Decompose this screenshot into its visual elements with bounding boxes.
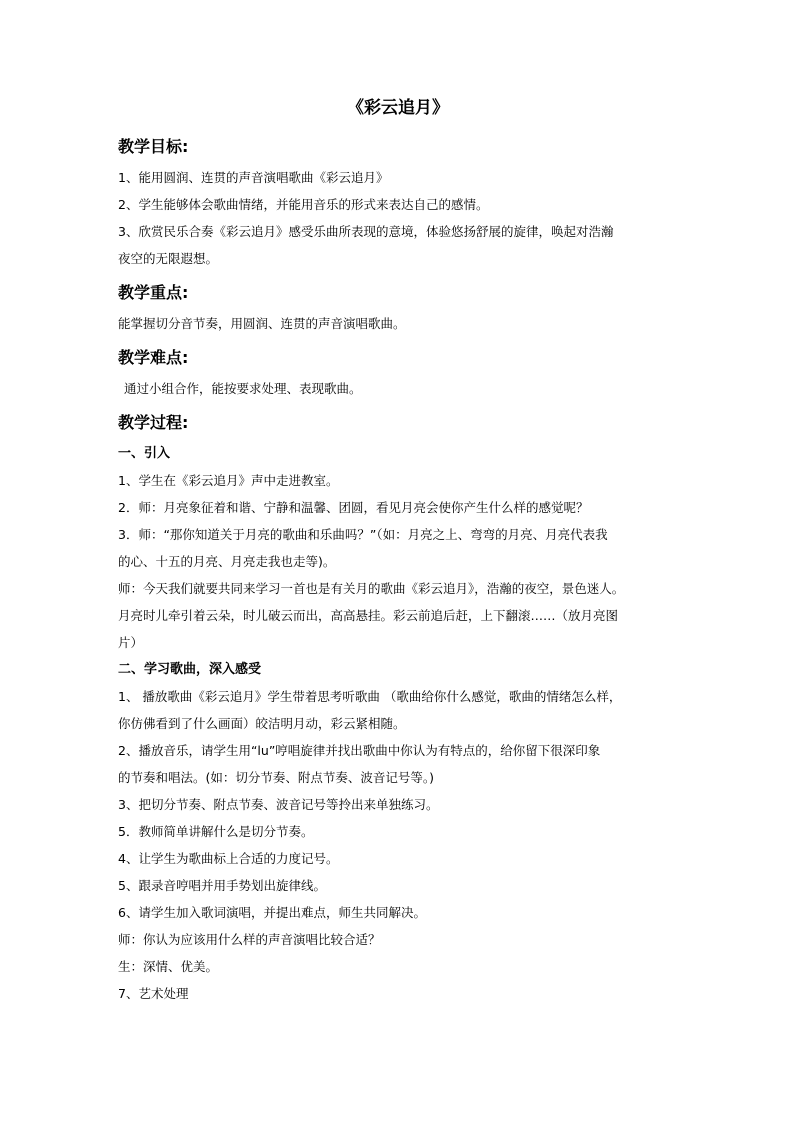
part2-heading: 二、学习歌曲，深入感受 xyxy=(118,662,262,677)
part2-line-12: 7、艺术处理 xyxy=(118,986,189,1001)
part2-line-6: 5．教师简单讲解什么是切分节奏。 xyxy=(118,824,314,839)
difficulties-heading: 教学难点: xyxy=(118,348,189,367)
part2-line-8: 5、跟录音哼唱并用手势划出旋律线。 xyxy=(118,878,326,893)
part1-line-7: 片） xyxy=(118,635,144,650)
part1-line-4: 的心、十五的月亮、月亮走我也走等)。 xyxy=(118,554,336,569)
part2-line-2: 你仿佛看到了什么画面）皎洁明月动，彩云紧相随。 xyxy=(118,716,406,731)
part2-line-5: 3、把切分节奏、附点节奏、波音记号等拎出来单独练习。 xyxy=(118,797,439,812)
part2-line-1: 1、 播放歌曲《彩云追月》学生带着思考听歌曲 （歌曲给你什么感觉，歌曲的情绪怎么样， xyxy=(118,689,622,704)
part2-line-3: 2、播放音乐，请学生用“lu”哼唱旋律并找出歌曲中你认为有特点的，给你留下很深印象 xyxy=(118,743,601,758)
part1-line-1: 1、学生在《彩云追月》声中走进教室。 xyxy=(118,473,339,488)
part1-heading: 一、引入 xyxy=(118,446,171,461)
goal-item-3: 3、欣赏民乐合奏《彩云追月》感受乐曲所表现的意境，体验悠扬舒展的旋律，唤起对浩瀚 xyxy=(118,224,614,239)
goal-item-3-cont: 夜空的无限遐想。 xyxy=(118,251,219,266)
document-title: 《彩云追月》 xyxy=(347,98,449,118)
goals-heading: 教学目标: xyxy=(118,137,189,156)
process-heading: 教学过程: xyxy=(118,413,189,432)
part2-line-10: 师：你认为应该用什么样的声音演唱比较合适？ xyxy=(118,932,381,947)
part1-line-6: 月亮时儿牵引着云朵，时儿破云而出，高高悬挂。彩云前追后赶，上下翻滚……（放月亮图 xyxy=(118,608,619,623)
document-page xyxy=(118,96,678,1007)
part2-line-11: 生：深情、优美。 xyxy=(118,959,219,974)
key-points-text: 能掌握切分音节奏，用圆润、连贯的声音演唱歌曲。 xyxy=(118,316,406,331)
goal-item-2: 2、学生能够体会歌曲情绪，并能用音乐的形式来表达自己的感情。 xyxy=(118,197,489,212)
part2-line-7: 4、让学生为歌曲标上合适的力度记号。 xyxy=(118,851,339,866)
part1-line-5: 师：今天我们就要共同来学习一首也是有关月的歌曲《彩云追月》，浩瀚的夜空，景色迷人。 xyxy=(118,581,625,596)
key-points-heading: 教学重点: xyxy=(118,283,189,302)
goal-item-1: 1、能用圆润、连贯的声音演唱歌曲《彩云追月》 xyxy=(118,170,389,185)
part1-line-3: 3．师：“那你知道关于月亮的歌曲和乐曲吗？”（如：月亮之上、弯弯的月亮、月亮代表我 xyxy=(118,527,608,542)
part1-line-2: 2．师：月亮象征着和谐、宁静和温馨、团圆，看见月亮会使你产生什么样的感觉呢？ xyxy=(118,500,589,515)
difficulties-text: 通过小组合作，能按要求处理、表现歌曲。 xyxy=(124,381,362,396)
part2-line-9: 6、请学生加入歌词演唱，并提出难点，师生共同解决。 xyxy=(118,905,426,920)
part2-line-4: 的节奏和唱法。(如：切分节奏、附点节奏、波音记号等。) xyxy=(118,770,435,785)
